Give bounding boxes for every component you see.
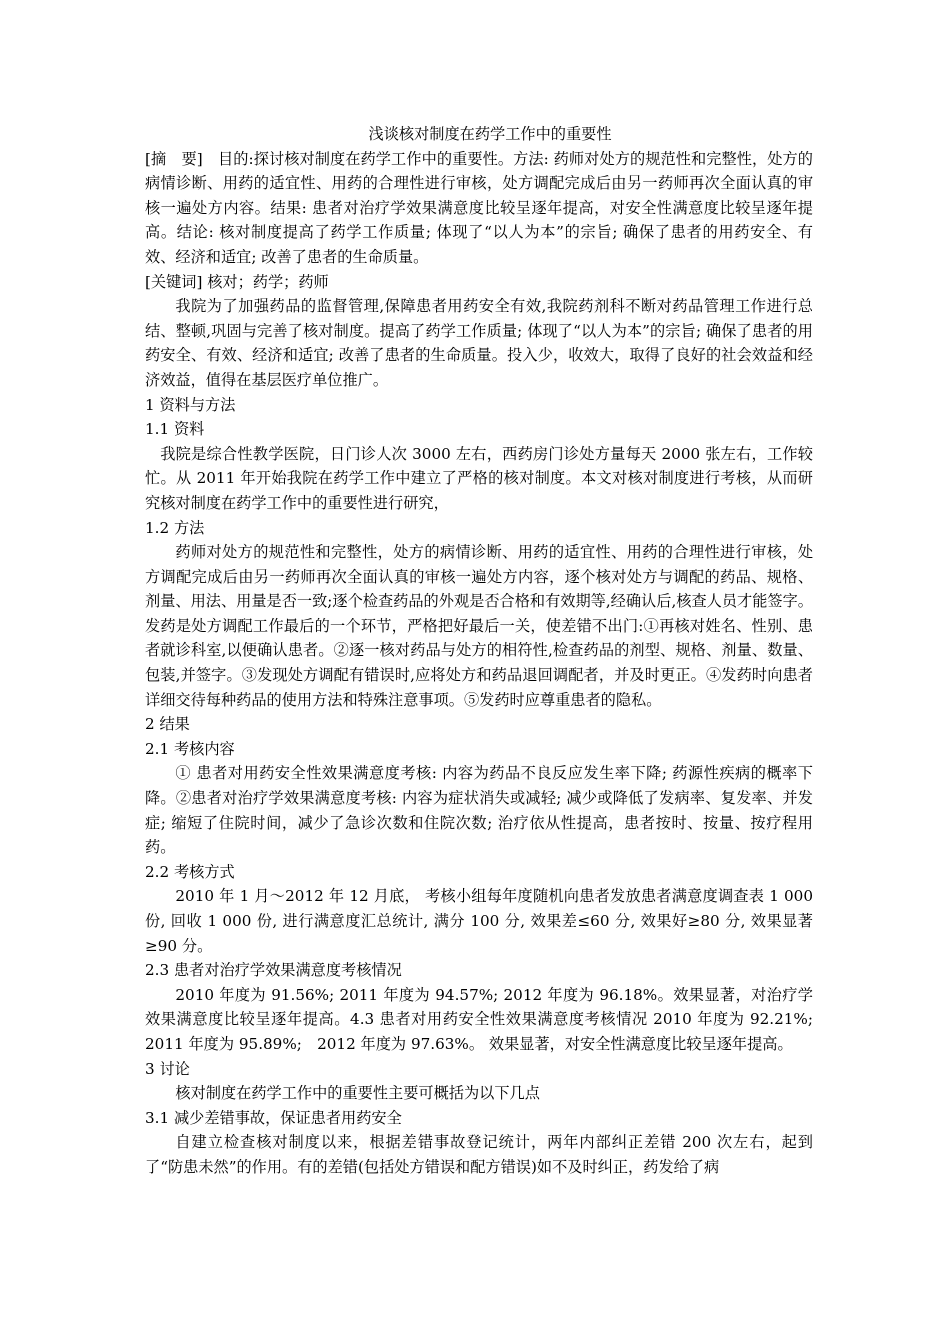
section-heading-3-1: 3.1 减少差错事故，保证患者用药安全	[145, 1108, 402, 1127]
paragraph-3: 核对制度在药学工作中的重要性主要可概括为以下几点	[175, 1084, 540, 1103]
section-heading-2: 2 结果	[145, 715, 190, 734]
section-heading-2-3: 2.3 患者对治疗学效果满意度考核情况	[145, 961, 402, 980]
paragraph-2-1: ① 患者对用药安全性效果满意度考核: 内容为药品不良反应发生率下降; 药源性疾病的概率下降。②患者对治疗学效果满意度考核: 内容为症状消失或减轻; 减少或降低了发病率、复发率、并发症; 缩短了住院时间，减少了急诊次数和住院次数; 治疗依从性提高，患者按时、按量、按疗程用药。	[145, 764, 813, 857]
paragraph-3-1: 自建立检查核对制度以来，根据差错事故登记统计，两年内部纠正差错 200 次左右，起到了“防患未然”的作用。有的差错(包括处方错误和配方错误)如不及时纠正，药发给了病	[145, 1133, 813, 1176]
document-page	[145, 122, 813, 1180]
document-title: 浅谈核对制度在药学工作中的重要性	[368, 125, 612, 143]
section-heading-3: 3 讨论	[145, 1059, 190, 1078]
section-heading-2-2: 2.2 考核方式	[145, 862, 235, 881]
section-heading-1: 1 资料与方法	[145, 395, 236, 414]
paragraph-1-1: 我院是综合性教学医院，日门诊人次 3000 左右，西药房门诊处方量每天 2000 张左右，工作较忙。从 2011 年开始我院在药学工作中建立了严格的核对制度。本文对核对制度进行考核，从而研究核对制度在药学工作中的重要性进行研究，	[145, 444, 813, 512]
section-heading-1-2: 1.2 方法	[145, 518, 205, 537]
paragraph-2-2: 2010 年 1 月～2012 年 12 月底， 考核小组每年度随机向患者发放患者满意度调查表 1 000 份, 回收 1 000 份, 进行满意度汇总统计, 满分 100 分, 效果差≤60 分, 效果好≥80 分, 效果显著≥90 分。	[145, 887, 813, 955]
intro-paragraph: 我院为了加强药品的监督管理,保障患者用药安全有效,我院药剂科不断对药品管理工作进行总结、整顿,巩固与完善了核对制度。提高了药学工作质量; 体现了“以人为本”的宗旨; 确保了患者的用药安全、有效、经济和适宜; 改善了患者的生命质量。投入少，收效大，取得了良好的社会效益和经济效益，值得在基层医疗单位推广。	[145, 297, 813, 389]
paragraph-1-2: 药师对处方的规范性和完整性，处方的病情诊断、用药的适宜性、用药的合理性进行审核，处方调配完成后由另一药师再次全面认真的审核一遍处方内容，逐个核对处方与调配的药品、规格、剂量、用法、用量是否一致;逐个检查药品的外观是否合格和有效期等,经确认后,核查人员才能签字。发药是处方调配工作最后的一个环节，严格把好最后一关，使差错不出门:①再核对姓名、性别、患者就诊科室,以便确认患者。②逐一核对药品与处方的相符性,检查药品的剂型、规格、剂量、数量、包装,并签字。③发现处方调配有错误时,应将处方和药品退回调配者，并及时更正。④发药时向患者详细交待每种药品的使用方法和特殊注意事项。⑤发药时应尊重患者的隐私。	[145, 543, 813, 709]
section-heading-1-1: 1.1 资料	[145, 420, 205, 439]
section-heading-2-1: 2.1 考核内容	[145, 739, 235, 758]
keywords: [关键词] 核对；药学；药师	[145, 272, 329, 291]
paragraph-2-3: 2010 年度为 91.56%; 2011 年度为 94.57%; 2012 年度为 96.18%。效果显著，对治疗学效果满意度比较呈逐年提高。4.3 患者对用药安全性效果满意度考核情况 2010 年度为 92.21%; 2011 年度为 95.89%; 2012 年度为 97.63%。 效果显著，对安全性满意度比较呈逐年提高。	[145, 985, 813, 1053]
abstract: [摘 要] 目的:探讨核对制度在药学工作中的重要性。方法: 药师对处方的规范性和完整性，处方的病情诊断、用药的适宜性、用药的合理性进行审核，处方调配完成后由另一药师再次全面认真的审核一遍处方内容。结果: 患者对治疗学效果满意度比较呈逐年提高，对安全性满意度比较呈逐年提高。结论: 核对制度提高了药学工作质量; 体现了“以人为本”的宗旨; 确保了患者的用药安全、有效、经济和适宜; 改善了患者的生命质量。	[145, 149, 813, 266]
